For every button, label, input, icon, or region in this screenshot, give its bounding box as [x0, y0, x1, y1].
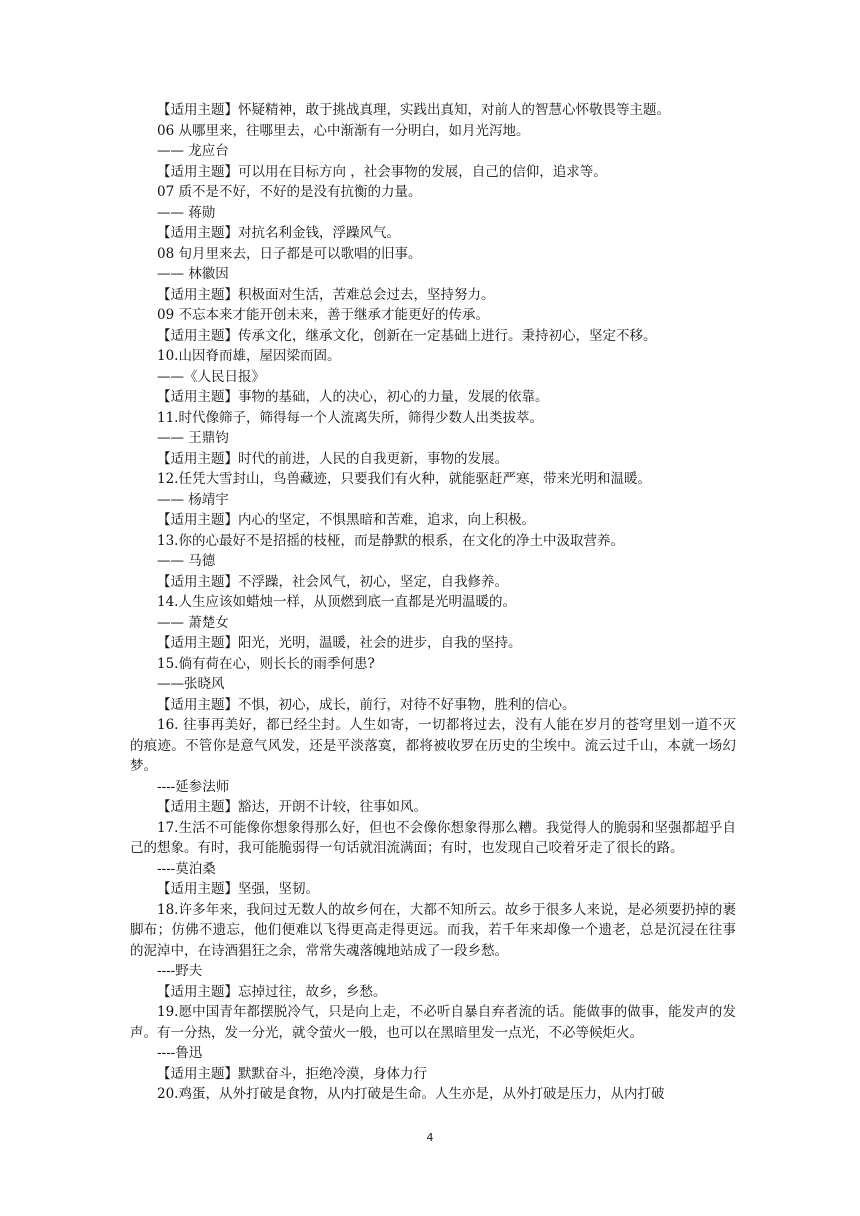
text-line: 【适用主题】默默奋斗，拒绝冷漠，身体力行: [157, 1065, 427, 1082]
text-paragraph: 17.生活不可能像你想象得那么好，但也不会像你想象得那么糟。我觉得人的脆弱和坚强都超乎自己的想象。有时，我可能脆弱得一句话就泪流满面；有时，也发现自己咬着牙走了很长的路。: [130, 819, 736, 856]
text-line: —— 蒋勋: [157, 204, 216, 221]
text-line: 【适用主题】传承文化，继承文化，创新在一定基础上进行。秉持初心，坚定不移。: [157, 327, 657, 344]
text-line: 【适用主题】怀疑精神，敢于挑战真理，实践出真知，对前人的智慧心怀敬畏等主题。: [157, 102, 670, 118]
text-line: —— 杨靖宇: [157, 491, 229, 508]
text-line: 【适用主题】对抗名利金钱，浮躁风气。: [157, 225, 400, 241]
text-line: 【适用主题】阳光，光明，温暖，社会的进步，自我的坚持。: [157, 635, 522, 651]
text-line: 14.人生应该如蜡烛一样，从顶燃到底一直都是光明温暖的。: [157, 594, 516, 610]
text-line: 【适用主题】积极面对生活，苦难总会过去，坚持努力。: [157, 286, 495, 303]
text-line: 【适用主题】坚强，坚韧。: [157, 881, 319, 897]
document-body: [130, 100, 736, 1105]
text-line: 【适用主题】豁达，开朗不计较，往事如风。: [157, 799, 427, 815]
text-line: 10.山因脊而雄，屋因梁而固。: [157, 348, 341, 364]
text-line: —— 林徽因: [157, 266, 229, 282]
text-line: 【适用主题】可以用在目标方向 ，社会事物的发展，自己的信仰，追求等。: [157, 163, 607, 180]
text-line: 07 质不是不好，不好的是没有抗衡的力量。: [157, 184, 422, 200]
text-line: 【适用主题】不惧，初心，成长，前行，对待不好事物，胜利的信心。: [157, 696, 576, 713]
text-line: —— 龙应台: [157, 143, 229, 159]
text-line: 【适用主题】不浮躁，社会风气，初心，坚定，自我修养。: [157, 573, 508, 590]
text-line: ——张晓风: [157, 676, 225, 692]
text-line: ——《人民日报》: [157, 368, 265, 385]
text-line: 15.倘有荷在心，则长长的雨季何患?: [157, 655, 375, 672]
text-paragraph: 19.愿中国青年都摆脱冷气，只是向上走，不必听自暴自弃者流的话。能做事的做事，能发声的发声。有一分热，发一分光，就令萤火一般，也可以在黑暗里发一点光，不必等候炬火。: [130, 1004, 736, 1041]
text-line: 11.时代像筛子，筛得每一个人流离失所，筛得少数人出类拔萃。: [157, 409, 543, 426]
text-paragraph: 16. 往事再美好，都已经尘封。人生如寄，一切都将过去，没有人能在岁月的苍穹里划一道不灭的痕迹。不管你是意气风发，还是平淡落寞，都将被收罗在历史的尘埃中。流云过千山，本就一场幻梦。: [130, 717, 736, 774]
text-line: 09 不忘本来才能开创未来，善于继承才能更好的传承。: [157, 307, 489, 323]
text-line: —— 萧楚女: [157, 614, 229, 631]
text-line: 20.鸡蛋，从外打破是食物，从内打破是生命。人生亦是，从外打破是压力，从内打破: [157, 1086, 665, 1102]
text-line: 【适用主题】忘掉过往，故乡，乡愁。: [157, 983, 387, 1000]
text-line: ----野夫: [157, 963, 203, 979]
text-line: —— 马德: [157, 553, 216, 569]
text-line: ----鲁迅: [157, 1045, 203, 1061]
text-line: ----延参法师: [157, 778, 230, 795]
text-line: 13.你的心最好不是招摇的枝桠，而是静默的根系，在文化的净土中汲取营养。: [157, 532, 624, 549]
text-line: 06 从哪里来，往哪里去，心中渐渐有一分明白，如月光泻地。: [157, 122, 530, 139]
text-line: 【适用主题】内心的坚定，不惧黑暗和苦难，追求，向上积极。: [157, 512, 535, 528]
text-line: 【适用主题】事物的基础，人的决心，初心的力量，发展的依靠。: [157, 389, 549, 405]
page-number: 4: [426, 1131, 434, 1144]
text-paragraph: 18.许多年来，我问过无数人的故乡何在，大都不知所云。故乡于很多人来说，是必须要扔掉的裹脚布；仿佛不遗忘，他们便难以飞得更高走得更远。而我，若千年来却像一个遗老，总是沉浸在往事的泥淖中，在诗酒猖狂之余，常常失魂落魄地站成了一段乡愁。: [130, 901, 736, 959]
text-line: 【适用主题】时代的前进，人民的自我更新，事物的发展。: [157, 450, 508, 467]
text-line: —— 王鼎钧: [157, 430, 229, 446]
text-line: 12.任凭大雪封山，鸟兽藏迹，只要我们有火种，就能驱赶严寒，带来光明和温暖。: [157, 471, 651, 487]
text-line: 08 旬月里来去，日子都是可以歌唱的旧事。: [157, 245, 422, 262]
text-line: ----莫泊桑: [157, 860, 216, 877]
